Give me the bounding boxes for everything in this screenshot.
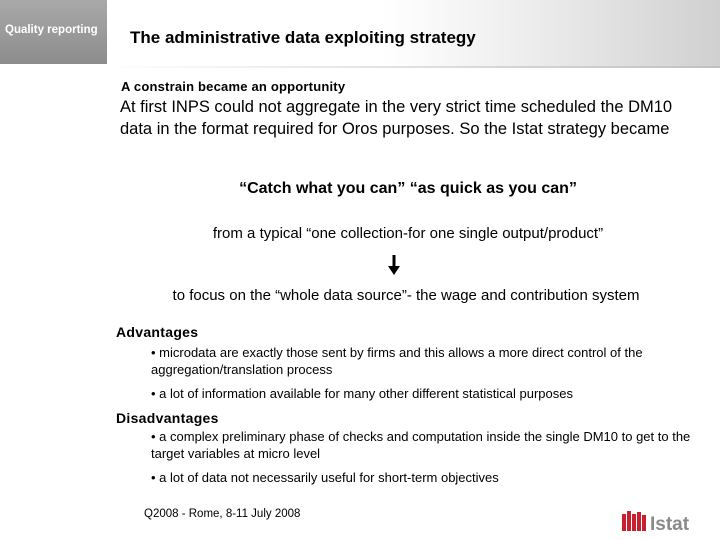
logo-bar <box>642 515 646 531</box>
disadvantages-heading: Disadvantages <box>116 410 219 426</box>
logo-bar <box>637 512 641 531</box>
slide-title: The administrative data exploiting strategy <box>130 28 476 47</box>
footer-text: Q2008 - Rome, 8-11 July 2008 <box>144 508 301 520</box>
catch-slogan: “Catch what you can” “as quick as you can” <box>239 180 577 197</box>
section-tab <box>0 0 107 64</box>
istat-logo <box>620 505 720 535</box>
logo-bar <box>622 514 626 531</box>
section-tab-label: Quality reporting <box>5 24 98 36</box>
disadvantage-item: • a complex preliminary phase of checks and computation inside the single DM10 to get to the target variables at micro level <box>151 429 691 461</box>
from-statement: from a typical “one collection-for one single output/product” <box>212 225 604 242</box>
advantages-heading: Advantages <box>116 324 199 340</box>
header-divider <box>107 66 720 68</box>
intro-paragraph: At first INPS could not aggregate in the very strict time scheduled the DM10 data in the format required for Oros purposes. So the Istat strategy became <box>120 98 673 138</box>
arrow-down-icon <box>388 255 400 275</box>
subheading: A constrain became an opportunity <box>121 79 346 94</box>
logo-text: Istat <box>650 514 690 535</box>
advantage-item: • microdata are exactly those sent by firms and this allows a more direct control of the aggregation/translation process <box>151 345 643 377</box>
logo-bar <box>627 511 631 531</box>
to-statement: to focus on the “whole data source”- the wage and contribution system <box>172 287 640 304</box>
disadvantage-item: • a lot of data not necessarily useful for short-term objectives <box>151 470 499 485</box>
logo-bar <box>632 514 636 531</box>
advantage-item: • a lot of information available for many other different statistical purposes <box>151 386 573 401</box>
